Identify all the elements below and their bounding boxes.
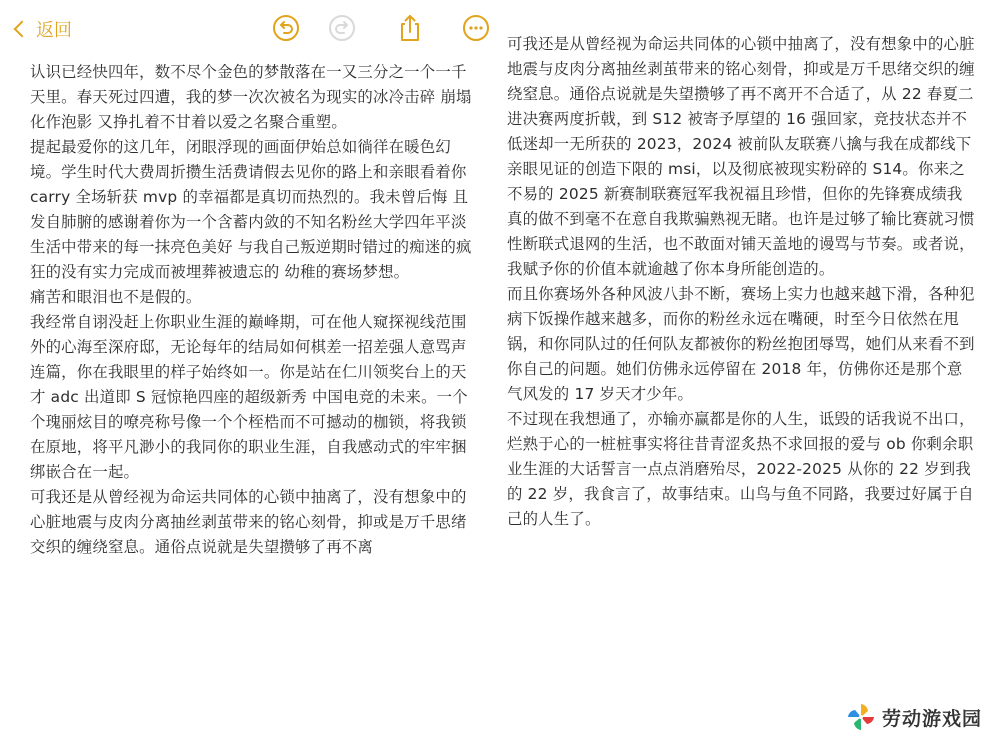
left-note-body[interactable] xyxy=(30,60,475,560)
note-paragraph: 不过现在我想通了，亦输亦赢都是你的人生，诋毁的话我说不出口，烂熟于心的一桩桩事实将往昔青涩炙热不求回报的爱与 ob 你剩余职业生涯的大话誓言一点点消磨殆尽，2022-2025 从你的 22 岁到我的 22 岁，我食言了，故事结束。山鸟与鱼不同路，我要过好属于自己的人生了。 xyxy=(507,410,975,528)
chevron-left-icon xyxy=(14,21,31,38)
redo-icon[interactable] xyxy=(328,14,356,42)
note-paragraph: 可我还是从曾经视为命运共同体的心锁中抽离了，没有想象中的心脏地震与皮肉分离抽丝剥茧带来的铭心刻骨，抑或是万千思绪交织的缠绕窒息。通俗点说就是失望攒够了再不离 xyxy=(30,488,467,556)
more-icon[interactable] xyxy=(462,14,490,42)
note-paragraph: 痛苦和眼泪也不是假的。 xyxy=(30,288,202,306)
right-note-screenshot xyxy=(499,0,998,746)
back-label: 返回 xyxy=(36,20,72,41)
note-paragraph: 可我还是从曾经视为命运共同体的心锁中抽离了，没有想象中的心脏地震与皮肉分离抽丝剥茧带来的铭心刻骨，抑或是万千思绪交织的缠绕窒息。通俗点说就是失望攒够了再不离开不合适了，从 22 春夏二进决赛两度折戟，到 S12 被寄予厚望的 16 强回家，竞技状态并不低迷却一无所获的 2023，2024 被前队友联赛八擒与我在成都线下亲眼见证的创造下限的 msi，以及彻底被现实粉碎的 S14。你来之不易的 2025 新赛制联赛冠军我祝福且珍惜，但你的先锋赛成绩我真的做不到毫不在意自我欺骗熟视无睹。也许是过够了输比赛就习惯性断联式退网的生活，也不敢面对铺天盖地的谩骂与节奏。或者说，我赋予你的价值本就逾越了你本身所能创造的。 xyxy=(507,35,975,278)
note-paragraph: 我经常自诩没赶上你职业生涯的巅峰期，可在他人窥探视线范围外的心海至深府邸，无论每年的结局如何棋差一招差强人意骂声连篇，你在我眼里的样子始终如一。你是站在仁川领奖台上的天才 adc 出道即 S 冠惊艳四座的超级新秀 中国电竞的未来。一个个瑰丽炫目的嘹亮称号像一个个桎梏而不可撼动的枷锁，将我锁在原地，将平凡渺小的我同你的职业生涯，自我感动式的牢牢捆绑嵌合在一起。 xyxy=(30,313,468,481)
back-button[interactable] xyxy=(8,16,72,42)
notes-toolbar xyxy=(0,0,499,56)
pinwheel-logo-icon xyxy=(846,702,876,732)
note-paragraph: 提起最爱你的这几年，闭眼浮现的画面伊始总如徜徉在暖色幻境。学生时代大费周折攒生活费请假去见你的路上和亲眼看着你 carry 全场斩获 mvp 的幸福都是真切而热烈的。我未曾后悔 且发自肺腑的感谢着你为一个含蓄内敛的不知名粉丝大学四年平淡生活中带来的每一抹亮色美好 与我自己叛逆期时错过的痴迷的疯狂的没有实力完成而被埋葬被遗忘的 幼稚的赛场梦想。 xyxy=(30,138,472,281)
right-note-body[interactable] xyxy=(507,32,977,532)
share-icon[interactable] xyxy=(396,14,424,42)
undo-icon[interactable] xyxy=(272,14,300,42)
note-paragraph: 而且你赛场外各种风波八卦不断，赛场上实力也越来越下滑，各种犯病下饭操作越来越多，而你的粉丝永远在嘴硬，时至今日依然在甩锅，和你同队过的任何队友都被你的粉丝抱团辱骂，她们从来看不到你自己的问题。她们仿佛永远停留在 2018 年，仿佛你还是那个意气风发的 17 岁天才少年。 xyxy=(507,285,975,403)
watermark-text: 劳动游戏园 xyxy=(881,707,982,730)
note-paragraph: 认识已经快四年，数不尽个金色的梦散落在一又三分之一个一千天里。春天死过四遭，我的梦一次次被名为现实的冰冷击碎 崩塌 化作泡影 又挣扎着不甘着以爱之名聚合重塑。 xyxy=(30,63,472,131)
watermark xyxy=(846,702,982,732)
